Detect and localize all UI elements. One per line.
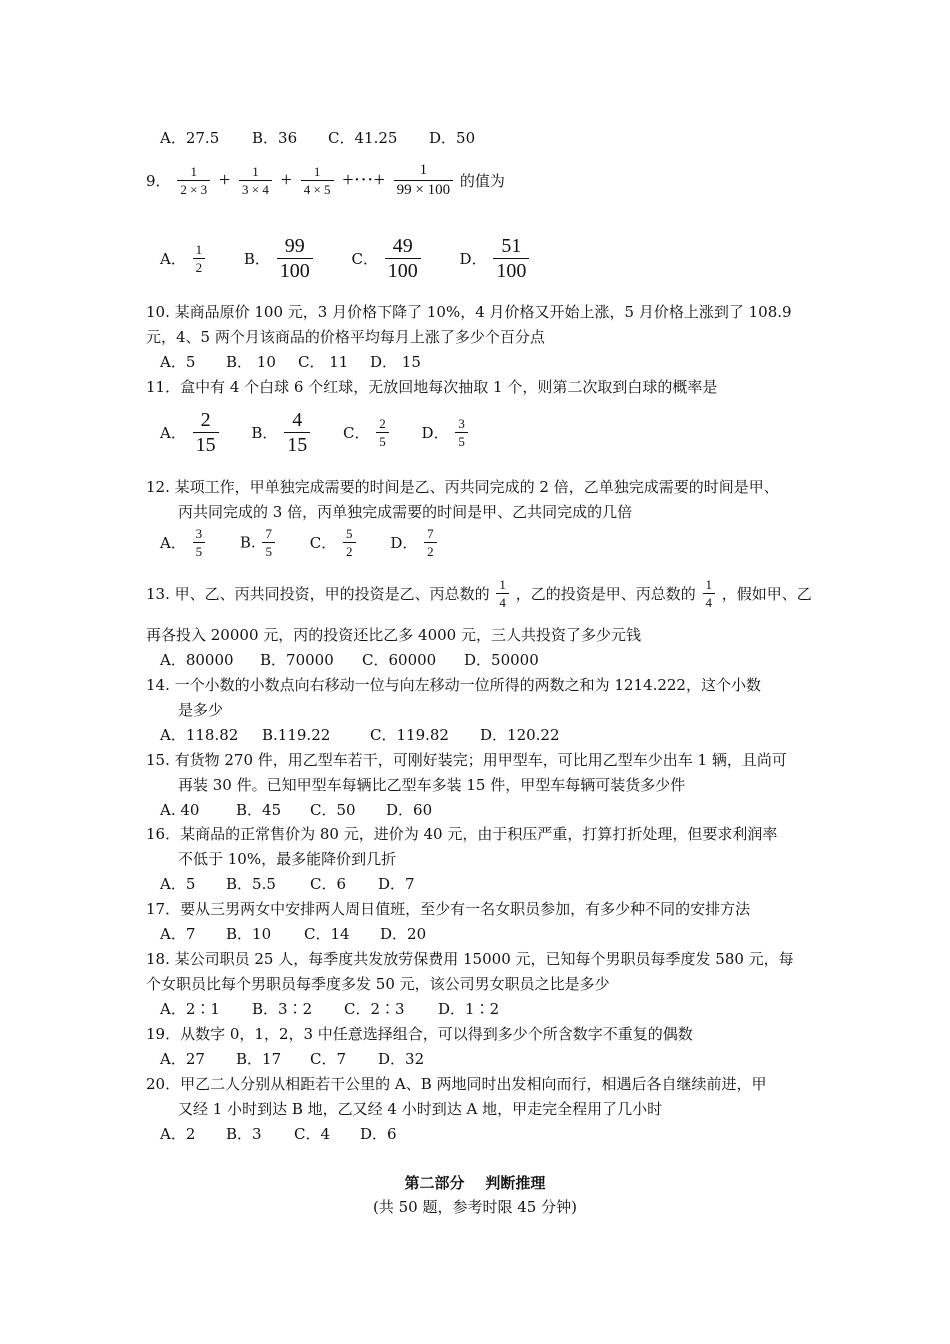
q11-options (160, 410, 470, 455)
q13-option-a: A．80000 (160, 651, 234, 669)
q17-option-b: B．10 (226, 925, 272, 943)
q17-options (160, 924, 426, 944)
q9-option-d-label: D． (459, 250, 487, 268)
q9-option-c-label: C． (351, 250, 378, 268)
q12-option-d-fraction: $\frac{7}{2}$ (424, 527, 437, 558)
q18-line-2: 个女职员比每个男职员每季度多发 50 元，该公司男女职员之比是多少 (146, 975, 610, 993)
q20-option-b: B．3 (226, 1125, 262, 1143)
q11-option-d-fraction: $\frac{3}{5}$ (455, 417, 468, 448)
q13-option-d: D．50000 (464, 651, 539, 669)
q14-option-b: B.119.22 (262, 726, 331, 744)
q8-option-d: D．50 (429, 129, 476, 147)
q14-option-c: C．119.82 (370, 726, 449, 744)
q19-option-a: A．27 (160, 1050, 205, 1068)
q13-option-b: B．70000 (260, 651, 334, 669)
q12-option-a-fraction: $\frac{3}{5}$ (193, 527, 206, 558)
q13-part-1: 13. 甲、乙、丙共同投资，甲的投资是乙、丙总数的 (146, 585, 490, 603)
q12-option-b-fraction: $\frac{7}{5}$ (262, 527, 275, 558)
q8-option-c: C．41.25 (328, 129, 398, 147)
q9-fraction-3: $\frac{1}{4 \times 5}$ (301, 165, 334, 196)
q12-line-1: 12. 某项工作，甲单独完成需要的时间是乙、丙共同完成的 2 倍，乙单独完成需要的时间是甲、 (146, 478, 779, 496)
q15-option-c: C．50 (310, 801, 356, 819)
q20-option-a: A．2 (160, 1125, 196, 1143)
q8-option-b: B．36 (252, 129, 298, 147)
q9-tail: 的值为 (459, 172, 505, 190)
q11-option-a-label: A． (160, 424, 186, 442)
section-subtitle: (共 50 题，参考时限 45 分钟) (373, 1198, 577, 1216)
q8-option-a: A．27.5 (160, 129, 220, 147)
q19-option-c: C．7 (310, 1050, 347, 1068)
q15-line-1: 15. 有货物 270 件，用乙型车若干，可刚好装完；用甲型车，可比用乙型车少出车 1 辆，且尚可 (146, 751, 787, 769)
q19-option-d: D．32 (378, 1050, 425, 1068)
q9-option-b-fraction: $\frac{99}{100}$ (277, 236, 313, 281)
q18-option-c: C．2∶3 (344, 1000, 405, 1018)
q9-option-c-fraction: $\frac{49}{100}$ (385, 236, 421, 281)
q13-line-2: 再各投入 20000 元，丙的投资还比乙多 4000 元，三人共投资了多少元钱 (146, 626, 641, 644)
q9-number: 9． (146, 172, 171, 190)
q12-option-a-label: A． (160, 534, 186, 552)
q12-option-c-fraction: $\frac{5}{2}$ (343, 527, 356, 558)
q13-options (160, 650, 539, 670)
q19-line-1: 19．从数字 0，1，2，3 中任意选择组合，可以得到多少个所含数字不重复的偶数 (146, 1025, 693, 1043)
q16-options (160, 874, 415, 894)
q20-line-2: 又经 1 小时到达 B 地，乙又经 4 小时到达 A 地，甲走完全程用了几小时 (178, 1100, 663, 1118)
q16-line-1: 16．某商品的正常售价为 80 元，进价为 40 元，由于积压严重，打算打折处理，但要求利润率 (146, 825, 778, 843)
q10-option-b: B． 10 (226, 353, 276, 371)
q14-option-a: A．118.82 (160, 726, 239, 744)
q10-option-c: C． 11 (298, 353, 349, 371)
q13-part-3: ，假如甲、乙 (721, 585, 812, 603)
q19-option-b: B．17 (236, 1050, 282, 1068)
q15-option-d: D．60 (386, 801, 433, 819)
q10-options (160, 352, 421, 372)
q12-options (160, 527, 439, 558)
q10-option-d: D． 15 (370, 353, 421, 371)
q10-line-2: 元，4、5 两个月该商品的价格平均每月上涨了多少个百分点 (146, 328, 545, 346)
q9-option-a-fraction: $\frac{1}{2}$ (193, 243, 206, 274)
q11-option-b-fraction: $\frac{4}{15}$ (284, 410, 310, 455)
q18-option-a: A．2∶1 (160, 1000, 220, 1018)
q12-line-2: 丙共同完成的 3 倍，丙单独完成需要的时间是甲、乙共同完成的几倍 (178, 503, 633, 521)
plus-sign: + (218, 169, 231, 191)
q11-option-d-label: D． (421, 424, 449, 442)
q18-option-b: B．3∶2 (252, 1000, 313, 1018)
q9-fraction-2: $\frac{1}{3 \times 4}$ (239, 165, 272, 196)
q11-option-b-label: B． (251, 424, 278, 442)
q9-option-a-label: A． (160, 250, 186, 268)
q13-line-1 (146, 578, 812, 609)
q14-line-1: 14. 一个小数的小数点向右移动一位与向左移动一位所得的两数之和为 1214.222，这个小数 (146, 676, 761, 694)
q9-option-b-label: B． (243, 250, 270, 268)
section-title: 第二部分 判断推理 (404, 1174, 546, 1192)
q20-line-1: 20．甲乙二人分别从相距若干公里的 A、B 两地同时出发相向而行，相遇后各自继续前进，甲 (146, 1075, 767, 1093)
q17-line-1: 17．要从三男两女中安排两人周日值班，至少有一名女职员参加，有多少种不同的安排方法 (146, 900, 751, 918)
q18-options (160, 999, 499, 1019)
q12-option-c-label: C． (309, 534, 337, 552)
q17-option-d: D．20 (380, 925, 427, 943)
q20-option-c: C．4 (294, 1125, 331, 1143)
q16-line-2: 不低于 10%，最多能降价到几折 (178, 850, 397, 868)
q12-option-d-label: D． (390, 534, 418, 552)
q13-part-2: ，乙的投资是甲、丙总数的 (515, 585, 696, 603)
q13-fraction-2: $\frac{1}{4}$ (703, 578, 716, 609)
q17-option-c: C．14 (304, 925, 350, 943)
q15-options (160, 800, 432, 820)
q18-option-d: D．1∶2 (438, 1000, 500, 1018)
q9-option-d-fraction: $\frac{51}{100}$ (493, 236, 529, 281)
q17-option-a: A．7 (160, 925, 196, 943)
q14-option-d: D．120.22 (480, 726, 560, 744)
q10-option-a: A．5 (160, 353, 196, 371)
q19-options (160, 1049, 424, 1069)
q13-option-c: C．60000 (362, 651, 437, 669)
q12-option-b-label: B. (239, 533, 256, 552)
q16-option-b: B．5.5 (226, 875, 276, 893)
q14-options (160, 725, 560, 745)
q20-options (160, 1124, 397, 1144)
plus-sign: + (280, 169, 292, 191)
q16-option-c: C．6 (310, 875, 347, 893)
q9-fraction-1: $\frac{1}{2 \times 3}$ (177, 165, 210, 196)
q9-options (160, 236, 531, 281)
q15-line-2: 再装 30 件。已知甲型车每辆比乙型车多装 15 件，甲型车每辆可装货多少件 (178, 776, 686, 794)
q18-line-1: 18. 某公司职员 25 人，每季度共发放劳保费用 15000 元，已知每个男职员每季度发 580 元，每 (146, 950, 794, 968)
q15-option-b: B．45 (236, 801, 282, 819)
q9-question (146, 163, 505, 198)
ellipsis-sum: +···+ (342, 169, 385, 191)
q15-option-a: A. 40 (160, 801, 200, 819)
q20-option-d: D．6 (360, 1125, 397, 1143)
q13-fraction-1: $\frac{1}{4}$ (496, 578, 509, 609)
q9-fraction-4: $\frac{1}{99 \times 100}$ (394, 163, 453, 198)
q16-option-d: D．7 (378, 875, 415, 893)
q8-options (160, 128, 475, 148)
q11-option-c-fraction: $\frac{2}{5}$ (376, 417, 389, 448)
q11-option-c-label: C． (343, 424, 370, 442)
q16-option-a: A．5 (160, 875, 196, 893)
q11-option-a-fraction: $\frac{2}{15}$ (193, 410, 219, 455)
q10-line-1: 10. 某商品原价 100 元，3 月价格下降了 10%，4 月价格又开始上涨，5 月价格上涨到了 108.9 (146, 303, 792, 321)
q11-line-1: 11．盒中有 4 个白球 6 个红球，无放回地每次抽取 1 个，则第二次取到白球的概率是 (146, 378, 718, 396)
q14-line-2: 是多少 (178, 701, 224, 719)
